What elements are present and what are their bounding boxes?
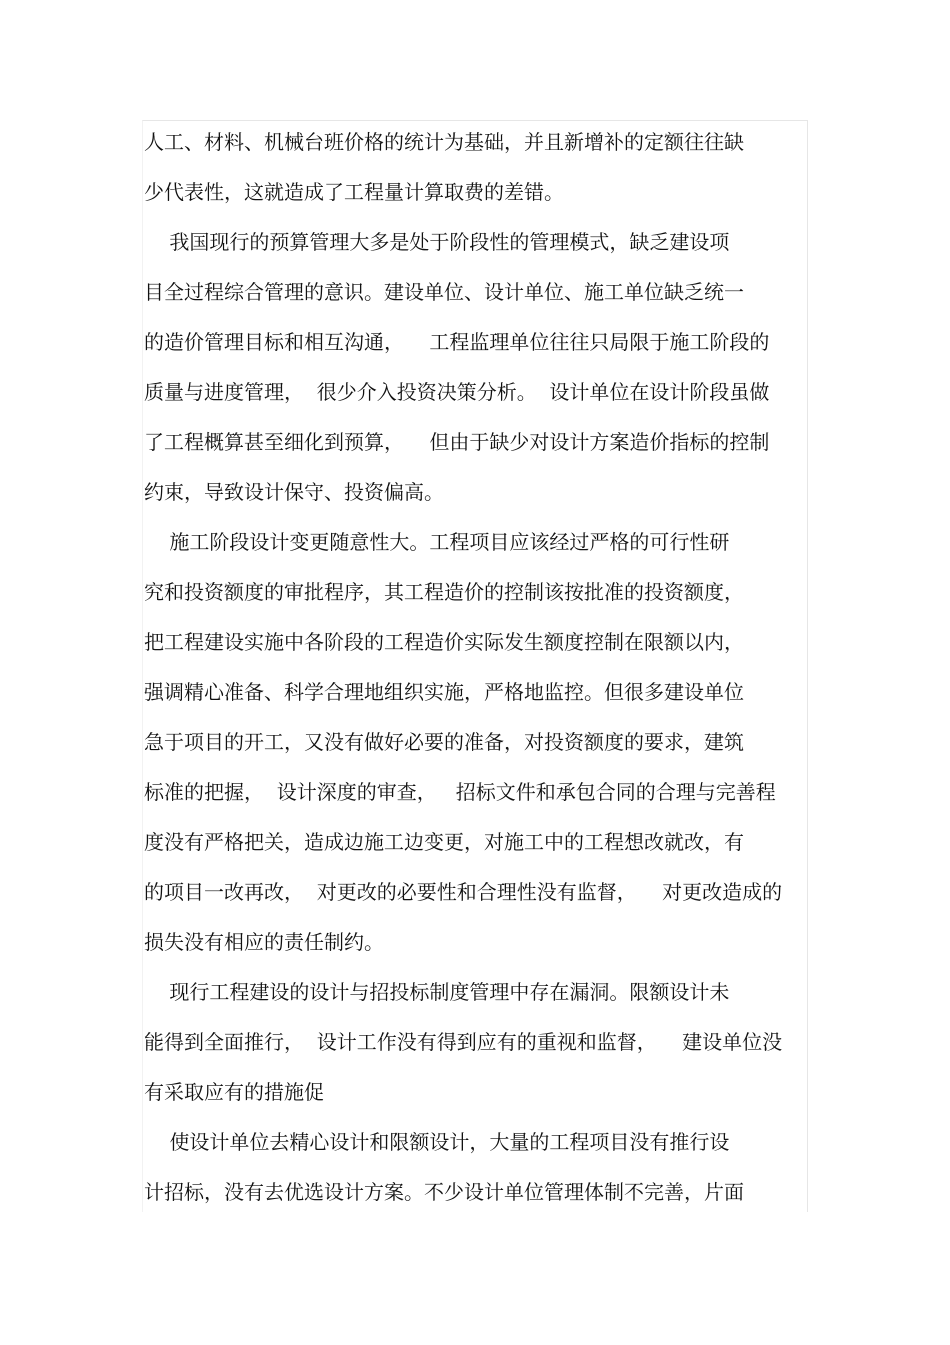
- text-line: 的造价管理目标和相互沟通， 工程监理单位往往只局限于施工阶段的: [144, 330, 770, 354]
- text-line: 现行工程建设的设计与招投标制度管理中存在漏洞。限额设计未: [144, 980, 730, 1004]
- text-line: 约束，导致设计保守、投资偏高。: [144, 480, 444, 504]
- text-line: 质量与进度管理， 很少介入投资决策分析。 设计单位在设计阶段虽做: [144, 380, 770, 404]
- text-line: 标准的把握， 设计深度的审查， 招标文件和承包合同的合理与完善程: [144, 780, 776, 804]
- text-line: 把工程建设实施中各阶段的工程造价实际发生额度控制在限额以内，: [144, 630, 744, 654]
- text-line: 度没有严格把关，造成边施工边变更，对施工中的工程想改就改，有: [144, 830, 744, 854]
- text-line: 有采取应有的措施促: [144, 1080, 324, 1104]
- text-line: 计招标，没有去优选设计方案。不少设计单位管理体制不完善，片面: [144, 1180, 744, 1204]
- text-line: 急于项目的开工，又没有做好必要的准备，对投资额度的要求，建筑: [144, 730, 744, 754]
- text-line: 施工阶段设计变更随意性大。工程项目应该经过严格的可行性研: [144, 530, 730, 554]
- text-line: 人工、材料、机械台班价格的统计为基础，并且新增补的定额往往缺: [144, 130, 744, 154]
- text-line: 目全过程综合管理的意识。建设单位、设计单位、施工单位缺乏统一: [144, 280, 744, 304]
- text-line: 损失没有相应的责任制约。: [144, 930, 384, 954]
- text-line: 少代表性，这就造成了工程量计算取费的差错。: [144, 180, 564, 204]
- text-line: 能得到全面推行， 设计工作没有得到应有的重视和监督， 建设单位没: [144, 1030, 783, 1054]
- text-line: 使设计单位去精心设计和限额设计，大量的工程项目没有推行设: [144, 1130, 730, 1154]
- text-line: 的项目一改再改， 对更改的必要性和合理性没有监督， 对更改造成的: [144, 880, 783, 904]
- text-line: 我国现行的预算管理大多是处于阶段性的管理模式，缺乏建设项: [144, 230, 730, 254]
- text-line: 强调精心准备、科学合理地组织实施，严格地监控。但很多建设单位: [144, 680, 744, 704]
- text-line: 究和投资额度的审批程序，其工程造价的控制该按批准的投资额度，: [144, 580, 744, 604]
- text-line: 了工程概算甚至细化到预算， 但由于缺少对设计方案造价指标的控制: [144, 430, 770, 454]
